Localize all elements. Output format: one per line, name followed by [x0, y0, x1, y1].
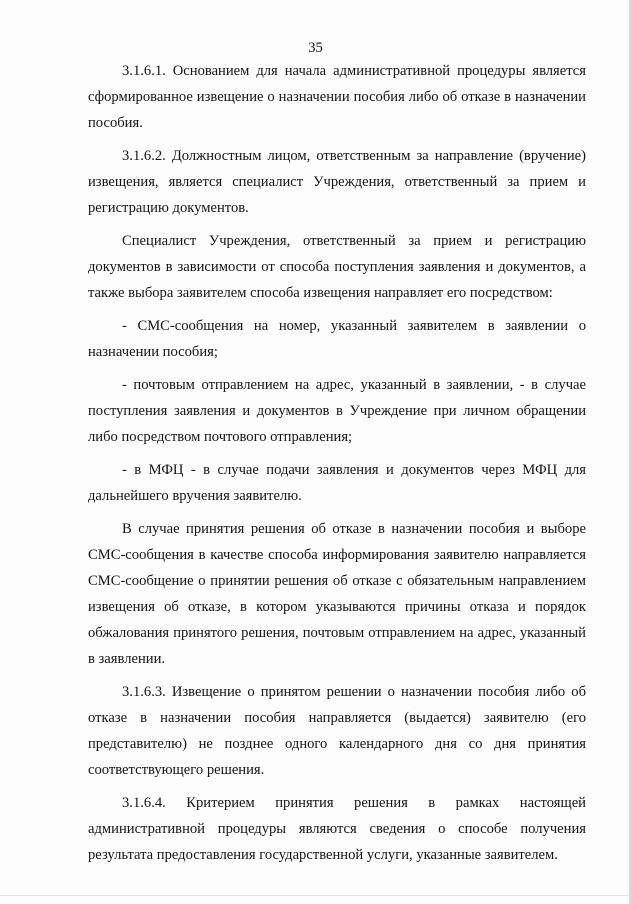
paragraph-3-1-6-2: 3.1.6.2. Должностным лицом, ответственным за направление (вручение) извещения, является специалист Учреждения, ответственный за прием и регистрацию документов.	[88, 148, 586, 216]
list-item-post: - почтовым отправлением на адрес, указанный в заявлении, - в случае поступления заявления и документов в Учреждение при личном обращении либо посредством почтового отправления;	[88, 377, 586, 445]
list-item-sms: - СМС-сообщения на номер, указанный заявителем в заявлении о назначении пособия;	[88, 318, 586, 360]
page-number: 35	[308, 40, 323, 56]
list-item-mfc: - в МФЦ - в случае подачи заявления и документов через МФЦ для дальнейшего вручения заявителю.	[88, 462, 586, 504]
paragraph-3-1-6-4: 3.1.6.4. Критерием принятия решения в рамках настоящей административной процедуры являются сведения о способе получения результата предоставления государственной услуги, указанные заявителем.	[88, 795, 586, 863]
paragraph-refusal-case: В случае принятия решения об отказе в назначении пособия и выборе СМС-сообщения в качестве способа информирования заявителю направляется СМС-сообщение о принятии решения об отказе с обязательным направлением извещения об отказе, в котором указываются причины отказа и порядок обжалования принятого решения, почтовым отправлением на адрес, указанный в заявлении.	[88, 521, 586, 667]
paragraph-3-1-6-1: 3.1.6.1. Основанием для начала административной процедуры является сформированное извещение о назначении пособия либо об отказе в назначении пособия.	[88, 63, 586, 131]
document-text-body	[88, 58, 586, 875]
paragraph-specialist: Специалист Учреждения, ответственный за прием и регистрацию документов в зависимости от способа поступления заявления и документов, а также выбора заявителем способа извещения направляет его посредством:	[88, 233, 586, 301]
paragraph-3-1-6-3: 3.1.6.3. Извещение о принятом решении о назначении пособия либо об отказе в назначении пособия направляется (выдается) заявителю (его представителю) не позднее одного календарного дня со дня принятия соответствующего решения.	[88, 684, 586, 778]
scan-edge-bottom	[0, 895, 631, 896]
